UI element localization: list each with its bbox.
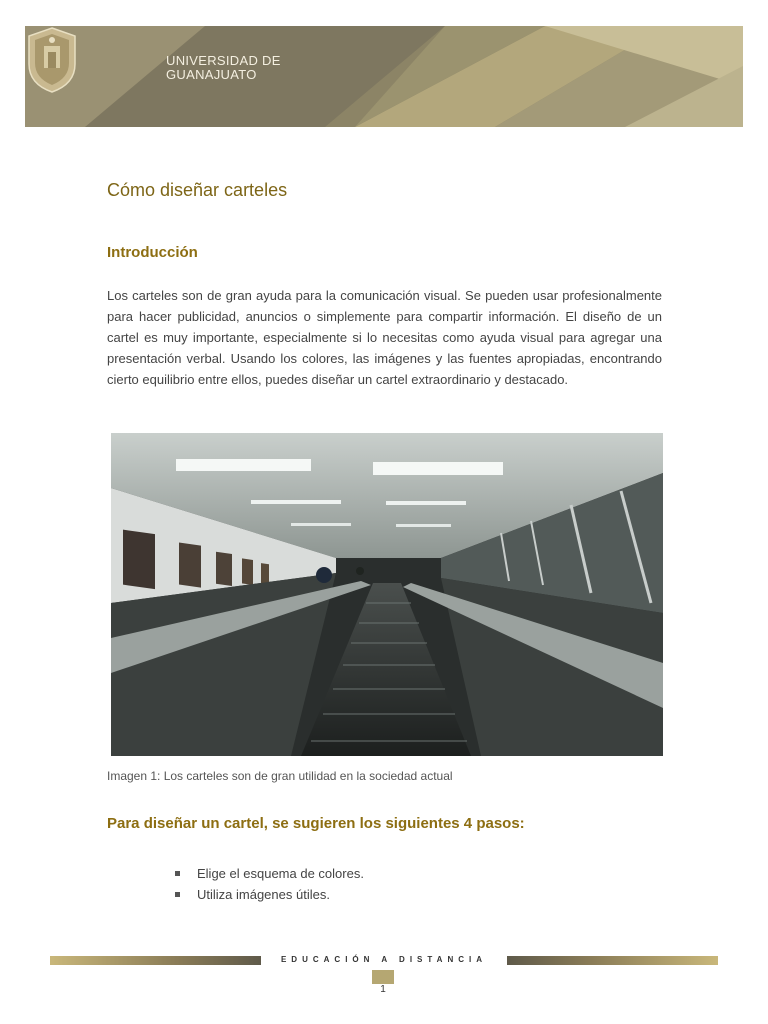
list-item <box>175 863 364 884</box>
university-crest-icon <box>25 26 79 94</box>
escalator-photo <box>111 433 663 756</box>
document-title: Cómo diseñar carteles <box>107 180 288 200</box>
page-number: 1 <box>380 984 386 995</box>
footer-bar-right <box>507 956 718 965</box>
header-banner <box>25 26 743 127</box>
intro-heading: Introducción <box>107 244 198 261</box>
university-name-line1: UNIVERSIDAD DE <box>166 53 281 68</box>
footer-bar-left <box>50 956 261 965</box>
steps-heading: Para diseñar un cartel, se sugieren los siguientes 4 pasos: <box>107 815 525 832</box>
footer-label: EDUCACIÓN A DISTANCIA <box>280 955 488 964</box>
step-text: Elige el esquema de colores. <box>197 866 364 881</box>
image-caption: Imagen 1: Los carteles son de gran utilidad en la sociedad actual <box>107 769 453 783</box>
header-geometric-pattern <box>25 26 743 127</box>
square-bullet-icon <box>175 892 180 897</box>
list-item <box>175 884 364 905</box>
university-name-line2: GUANAJUATO <box>166 67 257 82</box>
university-name <box>166 54 281 82</box>
square-bullet-icon <box>175 871 180 876</box>
step-text: Utiliza imágenes útiles. <box>197 887 330 902</box>
page-number-tab <box>372 970 394 984</box>
steps-list <box>175 863 364 905</box>
intro-paragraph: Los carteles son de gran ayuda para la comunicación visual. Se pueden usar profesionalmente para hacer publicidad, anuncios o simplemente para compartir información. El diseño de un cartel es muy importante, especialmente si lo necesitas como ayuda visual para agregar una presentación verbal. Usando los colores, las imágenes y las fuentes apropiadas, encontrando cierto equilibrio entre ellos, puedes diseñar un cartel extraordinario y destacado. <box>107 288 662 387</box>
